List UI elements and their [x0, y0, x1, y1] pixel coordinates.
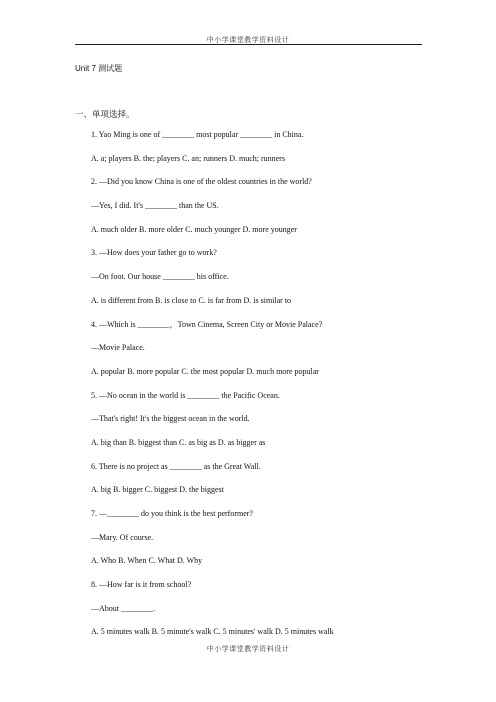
dialogue-line: —That's right! It's the biggest ocean in the world. — [91, 414, 250, 424]
dialogue-line: —Yes, I did. It's ________ than the US. — [91, 201, 219, 211]
question-line: 5. —No ocean in the world is ________ the Pacific Ocean. — [91, 390, 280, 400]
question-line: 6. There is no project as ________ as the Great Wall. — [91, 461, 261, 471]
page-footer: 中小学课堂教学资料设计 — [206, 645, 290, 653]
question-line: 4. —Which is ________，Town Cinema, Screen City or Movie Palace? — [91, 319, 323, 329]
dialogue-line: —On foot. Our house ________ his office. — [91, 272, 229, 282]
question-list — [91, 130, 431, 651]
question-line: 7. —________ do you think is the best performer? — [91, 509, 253, 518]
page-header: 中小学课堂教学资料设计 — [206, 36, 290, 44]
dialogue-line: —Movie Palace. — [91, 343, 145, 353]
option-line: A. 5 minutes walk B. 5 minute's walk C. 5 minutes' walk D. 5 minutes walk — [91, 627, 334, 637]
dialogue-line: —About ________. — [91, 603, 155, 613]
section-title: 一、单项选择。 — [75, 110, 135, 120]
option-line: A. a; players B. the; players C. an; runners D. much; runners — [91, 153, 285, 163]
question-line: 2. —Did you know China is one of the oldest countries in the world? — [91, 177, 312, 187]
option-line: A. big B. bigger C. biggest D. the biggest — [91, 485, 224, 495]
option-line: A. Who B. When C. What D. Why — [91, 556, 203, 566]
option-line: A. big than B. biggest than C. as big as D. as bigger as — [91, 437, 266, 447]
option-line: A. much older B. more older C. much younger D. more younger — [91, 224, 297, 234]
question-line: 1. Yao Ming is one of ________ most popular ________ in China. — [91, 130, 304, 139]
header-divider — [75, 44, 422, 45]
question-line: 3. —How does your father go to work? — [91, 248, 217, 258]
dialogue-line: —Mary. Of course. — [91, 532, 154, 542]
option-line: A. is different from B. is close to C. is far from D. is similar to — [91, 295, 292, 305]
question-line: 8. —How far is it from school? — [91, 580, 192, 590]
unit-title: Unit 7 测试题 — [75, 64, 123, 73]
option-line: A. popular B. more popular C. the most popular D. much more popular — [91, 366, 319, 376]
